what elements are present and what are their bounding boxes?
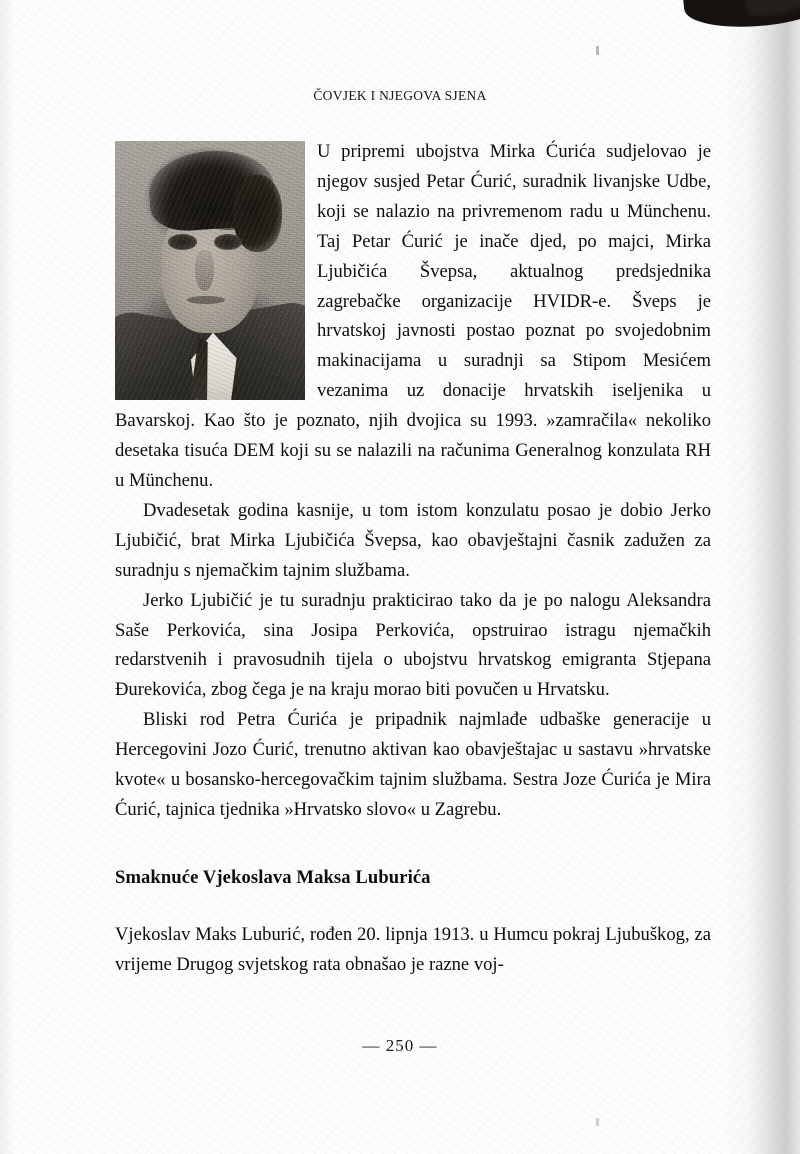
scan-speck-top bbox=[596, 46, 599, 55]
spacer-after-heading bbox=[115, 893, 711, 920]
paragraph: Vjekoslav Maks Luburić, rođen 20. lipnja 1913. u Humcu pokraj Ljubuškog, za vrijeme Drugog svjetskog rata obnašao je razne voj- bbox=[115, 923, 711, 975]
page-text-column bbox=[115, 137, 711, 980]
paragraph: Bliski rod Petra Ćurića je pripadnik najmlađe udbaške generacije u Hercegovini Jozo Ćurić, trenutno aktivan kao obavještajac u sastavu »hrvatske kvote« u bosansko-hercegovačkim tajnim službama. Sestra Joze Ćurića je Mira Ćurić, tajnica tjednika »Hrvatsko slovo« u Zagrebu. bbox=[115, 709, 711, 820]
paragraph: Dvadesetak godina kasnije, u tom istom konzulatu posao je dobio Jerko Ljubičić, brat Mirka Ljubičića Švepsa, kao obavještajni časnik zadužen za suradnju s njemačkim tajnim službama. bbox=[115, 499, 711, 581]
photo-grain-overlay-secondary bbox=[115, 141, 305, 400]
running-header-title: ČOVJEK I NJEGOVA SJENA bbox=[313, 88, 487, 103]
spacer-before-heading bbox=[115, 825, 711, 863]
portrait-photograph bbox=[115, 141, 305, 400]
paragraph: Jerko Ljubičić je tu suradnju prakticirao tako da je po nalogu Aleksandra Saše Perkovića, sina Josipa Perkovića, opstruirao istragu njemačkih redarstvenih i pravosudnih tijela o ubojstvu hrvatskog emigranta Stjepana Đurekovića, zbog čega je na kraju morao biti povučen u Hrvatsku. bbox=[115, 589, 711, 701]
scan-top-right-dark-corner-inner bbox=[745, 0, 800, 19]
scan-right-edge-shadow bbox=[722, 0, 800, 1154]
scan-speck-bottom bbox=[596, 1118, 599, 1126]
scan-left-edge-shadow bbox=[0, 0, 16, 1154]
section-heading: Smaknuće Vjekoslava Maksa Luburića bbox=[115, 866, 431, 888]
scan-top-right-dark-corner bbox=[682, 0, 800, 34]
page-number-folio: — 250 — bbox=[362, 1036, 438, 1055]
paragraph: U pripremi ubojstva Mirka Ćurića sudjelovao je njegov susjed Petar Ćurić, suradnik livanjske Udbe, koji se nalazio na privremenom radu u Münchenu. Taj Petar Ćurić je inače djed, po majci, Mirka Ljubičića Švepsa, aktualnog predsjednika zagrebačke organizacije HVIDR-e. Šveps je hrvatskoj javnosti postao poznat po svojedobnim makinacijama u suradnji sa Stipom Mesićem vezanima uz donacije hrvatskih iseljenika u Bavarskoj. Kao što je poznato, njih dvojica su 1993. »zamračila« nekoliko desetaka tisuća DEM koji su se nalazili na računima Generalnog konzulata RH u Münchenu. bbox=[115, 141, 711, 491]
